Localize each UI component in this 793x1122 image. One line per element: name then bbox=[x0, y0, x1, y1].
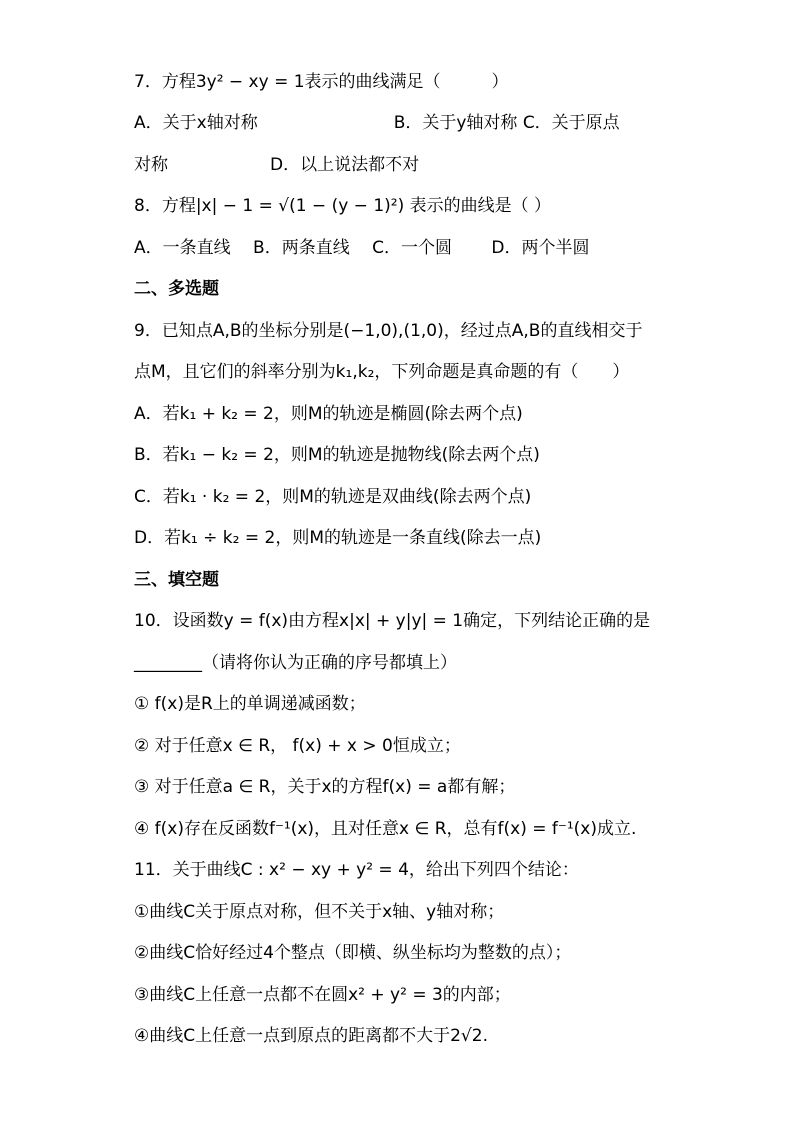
q9-stem-line1: 9．已知点A,B的坐标分别是(−1,0),(1,0)，经过点A,B的直线相交于 bbox=[134, 321, 643, 341]
q11-conclusion-2: ②曲线C恰好经过4个整点（即横、纵坐标均为整数的点）； bbox=[134, 943, 572, 963]
q10-statement-4: ④ f(x)存在反函数f⁻¹(x)，且对任意x ∈ R，总有f(x) = f⁻¹(x)成立. bbox=[134, 819, 637, 839]
q7-options-line2: 对称 D．以上说法都不对 bbox=[134, 155, 420, 175]
section-heading-fill-in: 三、填空题 bbox=[134, 570, 219, 590]
q7-stem: 7．方程3y² − xy = 1表示的曲线满足（ ） bbox=[134, 72, 509, 92]
q11-stem: 11．关于曲线C : x² − xy + y² = 4，给出下列四个结论： bbox=[134, 860, 579, 880]
q10-statement-2: ② 对于任意x ∈ R， f(x) + x > 0恒成立； bbox=[134, 736, 461, 756]
q10-statement-1: ① f(x)是R上的单调递减函数； bbox=[134, 694, 366, 714]
q9-stem-line2: 点M，且它们的斜率分别为k₁,k₂，下列命题是真命题的有（ ） bbox=[134, 362, 630, 382]
q11-conclusion-1: ①曲线C关于原点对称，但不关于x轴、y轴对称； bbox=[134, 902, 505, 922]
q11-conclusion-3: ③曲线C上任意一点都不在圆x² + y² = 3的内部； bbox=[134, 985, 511, 1005]
q11-conclusion-4: ④曲线C上任意一点到原点的距离都不大于2√2. bbox=[134, 1026, 488, 1046]
q9-option-c: C．若k₁ · k₂ = 2，则M的轨迹是双曲线(除去两个点) bbox=[134, 487, 532, 507]
section-heading-multiple-choice: 二、多选题 bbox=[134, 279, 219, 299]
q9-option-b: B．若k₁ − k₂ = 2，则M的轨迹是抛物线(除去两个点) bbox=[134, 445, 540, 465]
q10-stem-line1: 10．设函数y = f(x)由方程x|x| + y|y| = 1确定，下列结论正确的是 bbox=[134, 611, 651, 631]
q8-stem: 8．方程|x| − 1 = √(1 − (y − 1)²) 表示的曲线是（ ） bbox=[134, 196, 552, 216]
q8-options: A．一条直线 B．两条直线 C．一个圆 D．两个半圆 bbox=[134, 238, 590, 258]
q7-options-line1: A．关于x轴对称 B．关于y轴对称 C．关于原点 bbox=[134, 113, 620, 133]
q9-option-d: D．若k₁ ÷ k₂ = 2，则M的轨迹是一条直线(除去一点) bbox=[134, 528, 542, 548]
q10-stem-line2: ________（请将你认为正确的序号都填上） bbox=[134, 653, 457, 673]
q10-statement-3: ③ 对于任意a ∈ R，关于x的方程f(x) = a都有解； bbox=[134, 777, 516, 797]
q9-option-a: A．若k₁ + k₂ = 2，则M的轨迹是椭圆(除去两个点) bbox=[134, 404, 523, 424]
